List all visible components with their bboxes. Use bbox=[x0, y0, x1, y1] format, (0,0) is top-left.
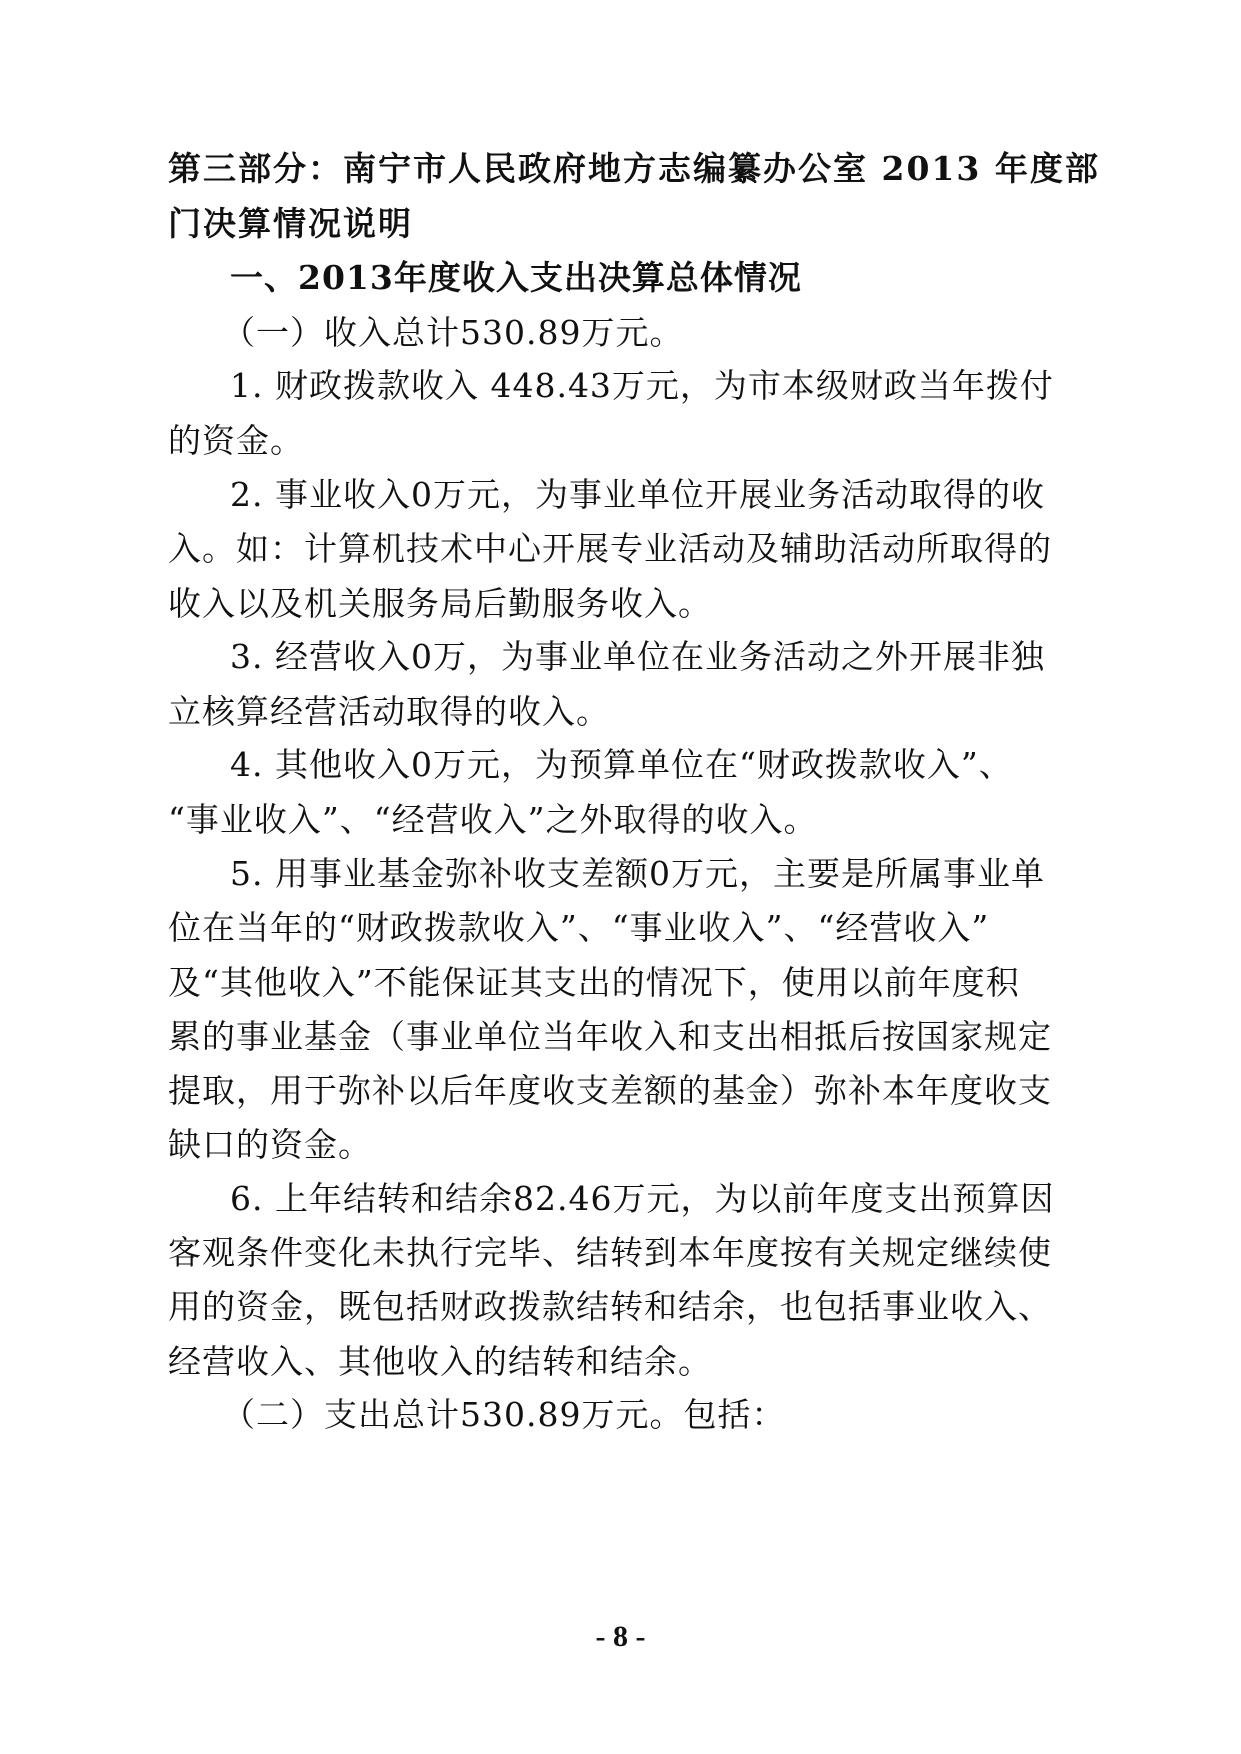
body-line-9: 4. 其他收入0万元，为预算单位在“财政拨款收入”、 bbox=[230, 745, 1013, 784]
body-line-11: 5. 用事业基金弥补收支差额0万元，主要是所属事业单 bbox=[230, 854, 1045, 893]
body-line-6: 收入以及机关服务局后勤服务收入。 bbox=[168, 584, 712, 623]
body-line-15: 提取，用于弥补以后年度收支差额的基金）弥补本年度收支 bbox=[168, 1071, 1052, 1110]
document-title-line-1: 第三部分：南宁市人民政府地方志编纂办公室 2013 年度部 bbox=[168, 149, 1100, 188]
body-line-18: 客观条件变化未执行完毕、结转到本年度按有关规定继续使 bbox=[168, 1233, 1052, 1272]
body-line-19: 用的资金，既包括财政拨款结转和结余，也包括事业收入、 bbox=[168, 1287, 1052, 1326]
body-line-1: （一）收入总计530.89万元。 bbox=[222, 313, 684, 352]
body-line-5: 入。如：计算机技术中心开展专业活动及辅助活动所取得的 bbox=[168, 529, 1052, 568]
section-heading: 一、2013年度收入支出决算总体情况 bbox=[230, 258, 802, 297]
body-line-14: 累的事业基金（事业单位当年收入和支出相抵后按国家规定 bbox=[168, 1017, 1052, 1056]
body-line-2: 1. 财政拨款收入 448.43万元，为市本级财政当年拨付 bbox=[230, 366, 1054, 405]
body-line-3: 的资金。 bbox=[168, 421, 304, 460]
body-line-4: 2. 事业收入0万元，为事业单位开展业务活动取得的收 bbox=[230, 475, 1045, 514]
body-line-17: 6. 上年结转和结余82.46万元，为以前年度支出预算因 bbox=[230, 1179, 1055, 1218]
body-line-20: 经营收入、其他收入的结转和结余。 bbox=[168, 1342, 712, 1381]
page-number: - 8 - bbox=[595, 1620, 646, 1653]
document-title-line-2: 门决算情况说明 bbox=[168, 204, 413, 243]
body-line-10: “事业收入”、“经营收入”之外取得的收入。 bbox=[168, 800, 818, 839]
body-line-21: （二）支出总计530.89万元。包括： bbox=[222, 1395, 786, 1434]
body-line-8: 立核算经营活动取得的收入。 bbox=[168, 692, 610, 731]
body-line-7: 3. 经营收入0万，为事业单位在业务活动之外开展非独 bbox=[230, 637, 1045, 676]
body-line-13: 及“其他收入”不能保证其支出的情况下，使用以前年度积 bbox=[168, 963, 1020, 1002]
body-line-16: 缺口的资金。 bbox=[168, 1125, 372, 1164]
body-line-12: 位在当年的“财政拨款收入”、“事业收入”、“经营收入” bbox=[168, 908, 990, 947]
